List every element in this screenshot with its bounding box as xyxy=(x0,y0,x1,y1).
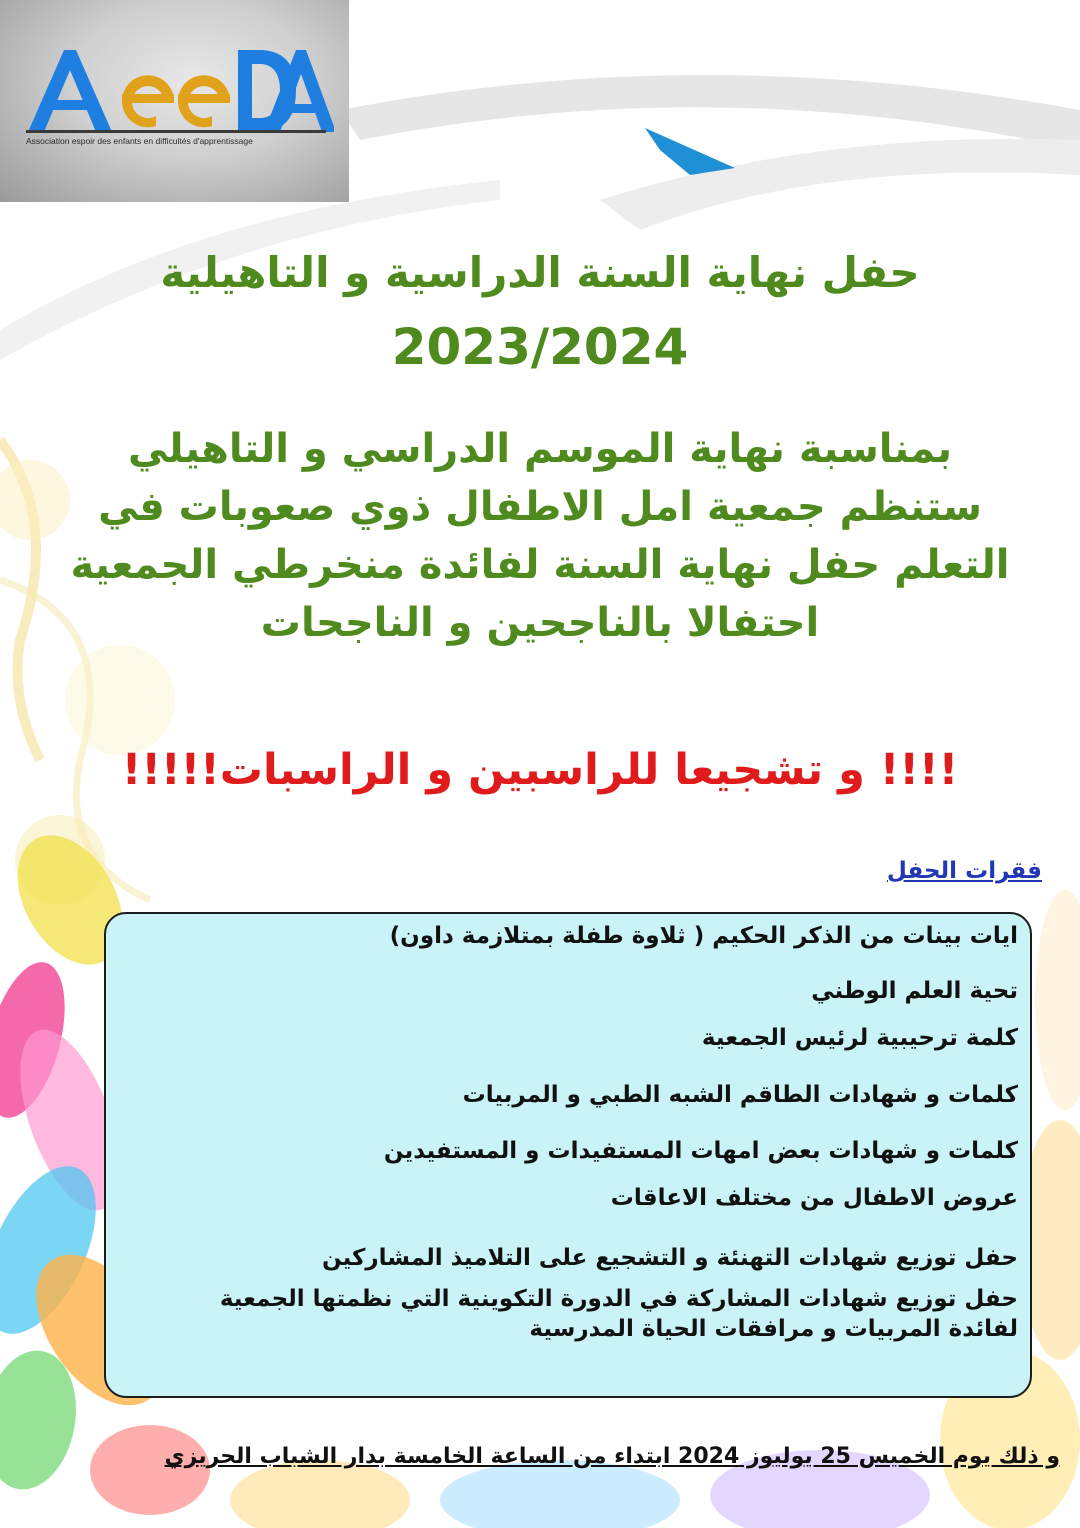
logo-subtitle: Association espoir des enfants en difficultés d'apprentissage xyxy=(26,136,253,146)
event-year: 2023/2024 xyxy=(391,318,689,376)
program-item: ايات بينات من الذكر الحكيم ( ثلاوة طفلة بمتلازمة داون) xyxy=(389,923,1018,949)
program-item: حفل توزيع شهادات المشاركة في الدورة التكوينية التي نظمتها الجمعية xyxy=(219,1286,1018,1312)
event-title: حفل نهاية السنة الدراسية و التاهيلية xyxy=(160,248,920,297)
program-item: عروض الاطفال من مختلف الاعاقات xyxy=(610,1185,1018,1211)
program-list xyxy=(78,922,1018,1344)
intro-line: بمناسبة نهاية الموسم الدراسي و التاهيلي xyxy=(128,426,952,472)
program-heading: فقرات الحفل xyxy=(886,858,1042,884)
logo xyxy=(0,0,349,202)
blue-arrow-shape xyxy=(645,128,735,175)
logo-wordmark xyxy=(24,44,334,136)
intro-line: احتفالا بالناجحين و الناجحات xyxy=(260,600,820,646)
logo-divider xyxy=(26,130,326,133)
intro-paragraph xyxy=(30,420,1050,652)
program-item: حفل توزيع شهادات التهنئة و التشجيع على التلاميذ المشاركين xyxy=(321,1245,1018,1271)
intro-line: التعلم حفل نهاية السنة لفائدة منخرطي الجمعية xyxy=(70,542,1010,588)
encouragement-line: !!!! و تشجيعا للراسبين و الراسبات!!!!! xyxy=(121,745,959,795)
program-item: كلمة ترحيبية لرئيس الجمعية xyxy=(701,1025,1018,1051)
program-item: كلمات و شهادات بعض امهات المستفيدات و المستفيدين xyxy=(383,1138,1018,1164)
program-item: تحية العلم الوطني xyxy=(811,978,1018,1004)
intro-line: ستنظم جمعية امل الاطفال ذوي صعوبات في xyxy=(98,484,982,530)
program-item: كلمات و شهادات الطاقم الشبه الطبي و المربيات xyxy=(462,1082,1018,1108)
event-date-venue: و ذلك يوم الخميس 25 يوليوز 2024 ابتداء من الساعة الخامسة بدار الشباب الحريزي xyxy=(164,1444,1060,1469)
program-item: لفائدة المربيات و مرافقات الحياة المدرسية xyxy=(529,1316,1018,1342)
